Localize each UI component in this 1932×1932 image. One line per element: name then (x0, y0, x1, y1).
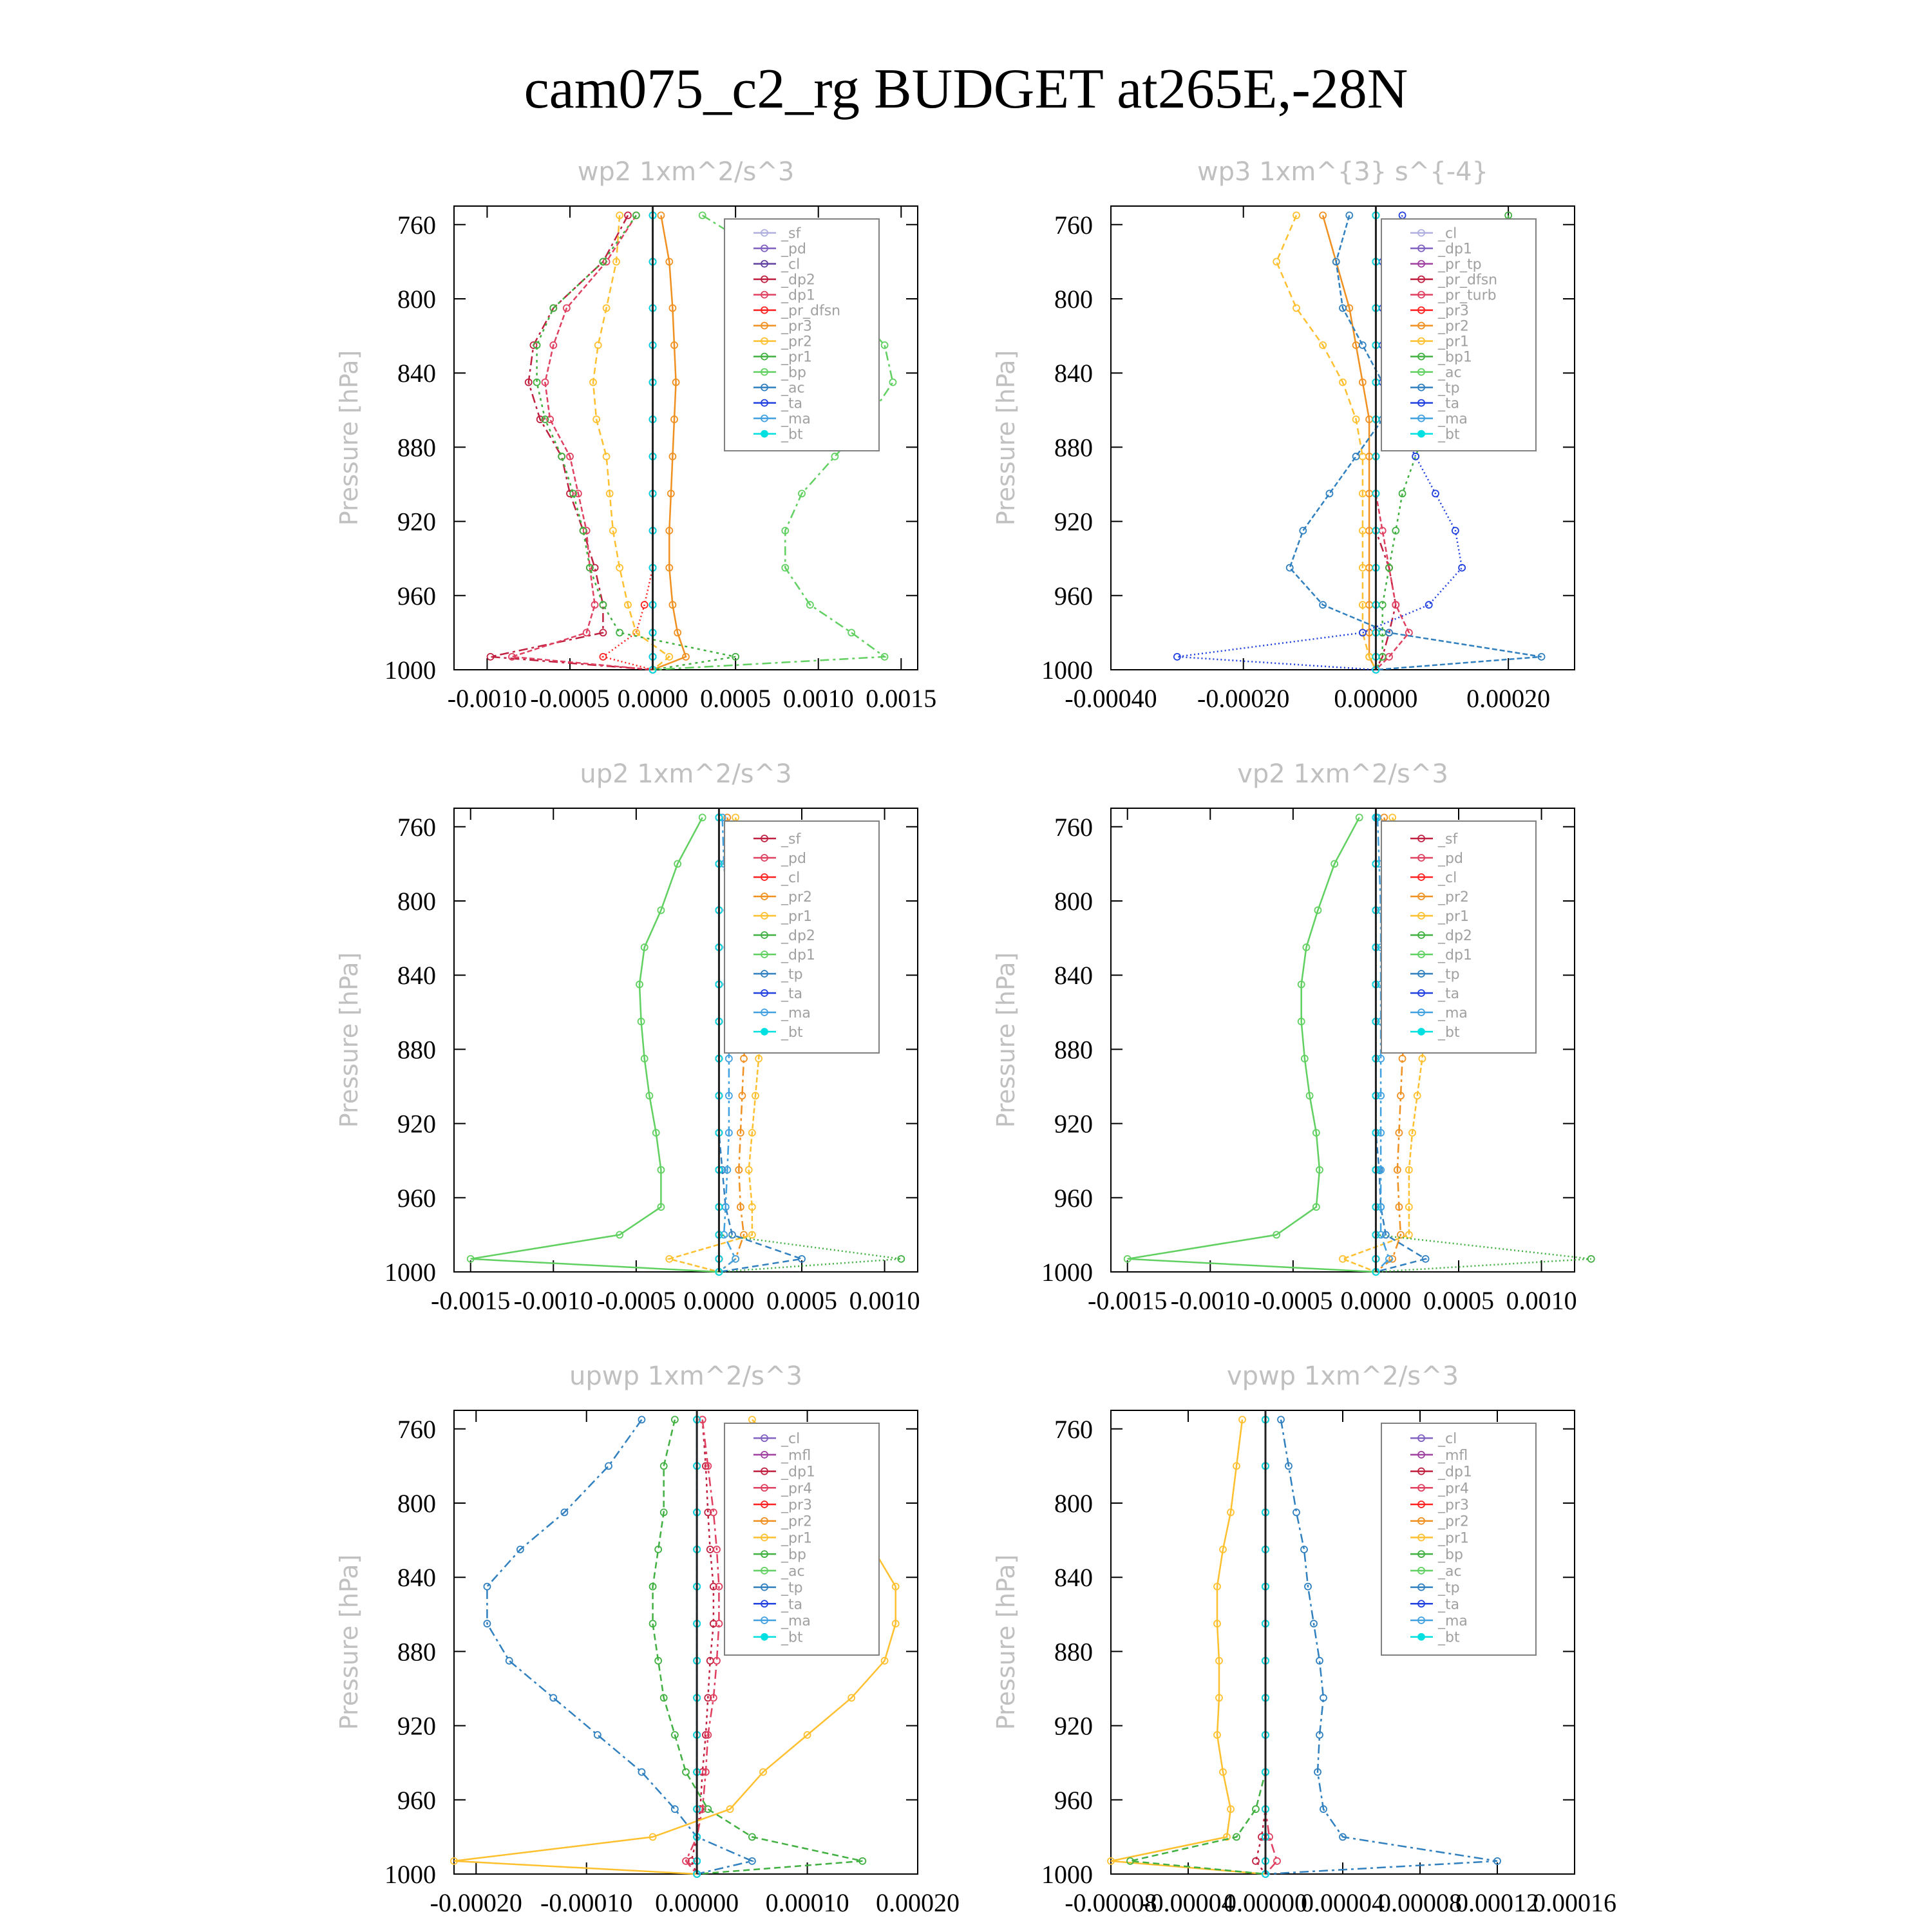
x-tick-label: -0.00008 (1065, 1888, 1157, 1917)
legend-label: _sf (781, 831, 801, 848)
x-tick-label: -0.0005 (530, 684, 610, 713)
panel-title: up2 1xm^2/s^3 (580, 759, 792, 789)
x-tick-label: 0.00010 (765, 1888, 849, 1917)
legend-label: _bp (1438, 1547, 1463, 1564)
x-tick-label: -0.00010 (540, 1888, 633, 1917)
data-point (1359, 342, 1366, 348)
y-tick-label: 880 (1054, 433, 1093, 462)
data-point (889, 379, 896, 386)
legend-label: _bt (781, 1629, 803, 1646)
legend-label: _pr2 (1438, 318, 1470, 335)
data-point (1356, 814, 1363, 820)
data-point (1274, 1858, 1280, 1864)
legend-marker (761, 431, 768, 437)
legend-label: _cl (781, 1431, 800, 1448)
x-tick-label: 0.00004 (1301, 1888, 1385, 1917)
y-tick-label: 840 (397, 1563, 436, 1593)
data-point (1326, 490, 1332, 497)
y-tick-label: 760 (397, 210, 436, 240)
series-line-pr1 (537, 215, 736, 670)
legend-label: _pr3 (781, 1497, 813, 1513)
legend-label: _ac (781, 1563, 805, 1580)
series-line-dp1 (471, 817, 719, 1272)
data-point (484, 1584, 490, 1590)
legend-marker (761, 1634, 768, 1640)
x-tick-label: 0.0015 (866, 684, 937, 713)
data-point (638, 1416, 645, 1423)
legend (1381, 821, 1536, 1053)
data-point (1293, 305, 1300, 311)
x-tick-label: 0.00000 (655, 1888, 739, 1917)
data-point (848, 629, 855, 636)
legend-label: _pr1 (1438, 1530, 1470, 1547)
y-axis-label: Pressure [hPa] (335, 350, 363, 526)
data-point (1273, 258, 1280, 265)
legend-label: _ta (1438, 1596, 1460, 1613)
y-tick-label: 1000 (1041, 1258, 1093, 1287)
legend-label: _pr2 (781, 889, 813, 905)
legend (724, 1423, 879, 1655)
legend-label: _pr4 (781, 1481, 813, 1497)
x-tick-label: 0.0000 (683, 1286, 755, 1315)
x-tick-label: 0.0005 (766, 1286, 837, 1315)
panel-title: vp2 1xm^2/s^3 (1237, 759, 1448, 789)
data-point (1253, 1806, 1259, 1812)
legend-label: _bt (1438, 1025, 1460, 1041)
legend-label: _pr3 (1438, 1497, 1470, 1513)
chart-panel-1 (335, 157, 936, 713)
x-tick-label: -0.00040 (1065, 684, 1157, 713)
x-tick-label: 0.0000 (1340, 1286, 1412, 1315)
legend-label: _mfl (781, 1447, 811, 1464)
y-tick-label: 1000 (384, 656, 436, 685)
page-title: cam075_c2_rg BUDGET at265E,-28N (524, 58, 1408, 120)
legend-label: _pr1 (781, 909, 813, 925)
legend-label: _tp (781, 1580, 803, 1596)
legend-label: _dp1 (781, 1464, 815, 1481)
chart-panel-3 (335, 759, 920, 1315)
legend-label: _tp (1438, 967, 1460, 983)
legend-marker (1418, 1634, 1425, 1640)
series-line-tp (487, 1419, 752, 1874)
legend-label: _ac (1438, 1563, 1462, 1580)
y-tick-label: 800 (1054, 285, 1093, 314)
y-tick-label: 760 (397, 1414, 436, 1444)
x-tick-label: 0.00020 (1466, 684, 1551, 713)
legend-label: _ta (781, 395, 803, 412)
y-tick-label: 920 (397, 1711, 436, 1741)
x-tick-label: -0.0010 (447, 684, 527, 713)
y-axis-label: Pressure [hPa] (992, 350, 1020, 526)
legend-label: _dp2 (781, 928, 815, 944)
y-tick-label: 1000 (384, 1860, 436, 1889)
y-tick-label: 840 (1054, 961, 1093, 990)
legend-label: _cl (781, 256, 800, 273)
x-tick-label: -0.0015 (431, 1286, 511, 1315)
legend-label: _dp1 (1438, 241, 1472, 258)
legend-label: _bt (781, 426, 803, 443)
x-tick-label: 0.00008 (1378, 1888, 1462, 1917)
y-tick-label: 960 (1054, 1785, 1093, 1815)
legend-label: _pr2 (1438, 1513, 1470, 1530)
legend-label: _mfl (1438, 1447, 1468, 1464)
legend-marker (761, 1028, 768, 1035)
legend-label: _bp1 (1438, 349, 1472, 366)
y-tick-label: 880 (1054, 1035, 1093, 1065)
series-line-pr3 (653, 215, 686, 670)
data-point (506, 1658, 513, 1664)
data-point (638, 1769, 645, 1776)
legend-label: _sf (781, 225, 801, 242)
legend-label: _pr_tp (1438, 256, 1482, 273)
x-tick-label: 0.00000 (1224, 1888, 1307, 1917)
legend-label: _cl (781, 870, 800, 886)
y-tick-label: 1000 (1041, 1860, 1093, 1889)
legend-label: _ta (781, 1596, 803, 1613)
y-tick-label: 1000 (1041, 656, 1093, 685)
data-point (699, 814, 706, 820)
legend-label: _ma (781, 411, 811, 428)
legend-label: _pd (1438, 851, 1463, 867)
legend-label: _tp (1438, 380, 1460, 397)
legend-label: _cl (1438, 225, 1457, 242)
legend-label: _bp (781, 365, 806, 381)
y-tick-label: 920 (1054, 1109, 1093, 1139)
data-point (1353, 453, 1359, 460)
x-tick-label: 0.0005 (1423, 1286, 1494, 1315)
x-tick-label: -0.0005 (596, 1286, 676, 1315)
legend-label: _ta (781, 986, 803, 1002)
y-tick-label: 840 (1054, 1563, 1093, 1593)
x-tick-label: 0.0010 (782, 684, 854, 713)
series-line-dp1 (512, 215, 653, 670)
y-tick-label: 920 (397, 1109, 436, 1139)
x-tick-label: -0.0010 (513, 1286, 593, 1315)
chart-panel-4 (992, 759, 1595, 1315)
legend-label: _cl (1438, 870, 1457, 886)
panel-title: wp2 1xm^2/s^3 (577, 157, 795, 187)
data-point (605, 1463, 612, 1469)
legend-label: _pr1 (1438, 909, 1470, 925)
legend-label: _ma (781, 1613, 811, 1629)
legend-label: _ma (1438, 1613, 1468, 1629)
chart-panel-5 (335, 1361, 960, 1917)
y-tick-label: 960 (1054, 1183, 1093, 1213)
legend-label: _ac (781, 380, 805, 397)
y-tick-label: 880 (397, 433, 436, 462)
legend-label: _ac (1438, 365, 1462, 381)
y-tick-label: 960 (397, 1183, 436, 1213)
legend-label: _pr3 (781, 318, 813, 335)
legend-label: _dp1 (781, 287, 815, 304)
legend-label: _pr2 (781, 1513, 813, 1530)
legend-label: _ma (1438, 1005, 1468, 1021)
legend-label: _tp (1438, 1580, 1460, 1596)
y-tick-label: 800 (1054, 887, 1093, 916)
legend-label: _ta (1438, 986, 1460, 1002)
data-point (1426, 601, 1432, 608)
data-point (550, 1694, 556, 1701)
y-axis-label: Pressure [hPa] (992, 952, 1020, 1128)
y-axis-label: Pressure [hPa] (992, 1554, 1020, 1730)
x-tick-label: -0.0005 (1253, 1286, 1333, 1315)
chart-panel-6 (992, 1361, 1616, 1917)
x-tick-label: 0.0005 (700, 684, 772, 713)
series-line-pr1 (1111, 1419, 1265, 1874)
y-tick-label: 880 (397, 1637, 436, 1667)
y-tick-label: 800 (397, 285, 436, 314)
legend (1381, 1423, 1536, 1655)
legend-label: _ma (1438, 411, 1468, 428)
y-tick-label: 920 (397, 507, 436, 536)
data-point (672, 1806, 678, 1812)
legend-label: _bt (781, 1025, 803, 1041)
x-tick-label: 0.0000 (617, 684, 688, 713)
y-tick-label: 800 (1054, 1489, 1093, 1518)
x-tick-label: -0.00020 (1197, 684, 1290, 713)
legend-label: _pr3 (1438, 303, 1470, 319)
y-tick-label: 760 (1054, 812, 1093, 842)
y-tick-label: 960 (397, 581, 436, 611)
x-tick-label: 0.00016 (1533, 1888, 1616, 1917)
legend-label: _dp2 (1438, 928, 1472, 944)
y-tick-label: 840 (1054, 359, 1093, 388)
legend-label: _dp1 (781, 947, 815, 963)
series-line-bp (1130, 1419, 1265, 1874)
data-point (749, 1416, 755, 1423)
x-tick-label: -0.0010 (1170, 1286, 1250, 1315)
chart-panel-2 (992, 157, 1575, 713)
legend-marker (1418, 1028, 1425, 1035)
y-tick-label: 960 (397, 1785, 436, 1815)
legend-label: _pr2 (1438, 889, 1470, 905)
x-tick-label: -0.0015 (1088, 1286, 1168, 1315)
y-tick-label: 760 (1054, 1414, 1093, 1444)
series-line-dp1 (1128, 817, 1376, 1272)
y-axis-label: Pressure [hPa] (335, 1554, 363, 1730)
legend-label: _bt (1438, 1629, 1460, 1646)
legend-label: _dp2 (781, 272, 815, 289)
legend-label: _pd (781, 241, 806, 258)
legend-label: _pd (781, 851, 806, 867)
y-tick-label: 840 (397, 961, 436, 990)
panel-title: vpwp 1xm^2/s^3 (1226, 1361, 1459, 1391)
legend-label: _bt (1438, 426, 1460, 443)
x-tick-label: 0.0010 (849, 1286, 920, 1315)
y-tick-label: 880 (1054, 1637, 1093, 1667)
legend (724, 821, 879, 1053)
legend-label: _sf (1438, 831, 1458, 848)
legend-label: _dp1 (1438, 947, 1472, 963)
y-tick-label: 800 (397, 887, 436, 916)
data-point (1300, 527, 1306, 534)
y-tick-label: 960 (1054, 581, 1093, 611)
legend-label: _pr1 (1438, 334, 1470, 350)
legend-marker (1418, 431, 1425, 437)
legend-label: _pr1 (781, 1530, 813, 1547)
x-tick-label: 0.0010 (1506, 1286, 1577, 1315)
legend-label: _pr_dfsn (1438, 272, 1498, 289)
panel-title: wp3 1xm^{3} s^{-4} (1197, 157, 1489, 187)
legend-label: _pr2 (781, 334, 813, 350)
legend (1381, 219, 1536, 451)
legend-label: _bp (781, 1547, 806, 1564)
legend-label: _tp (781, 967, 803, 983)
y-axis-label: Pressure [hPa] (335, 952, 363, 1128)
legend-label: _pr_turb (1438, 287, 1497, 304)
y-tick-label: 880 (397, 1035, 436, 1065)
data-point (831, 453, 838, 460)
legend-label: _pr4 (1438, 1481, 1470, 1497)
y-tick-label: 760 (1054, 210, 1093, 240)
y-tick-label: 760 (397, 812, 436, 842)
y-tick-label: 920 (1054, 507, 1093, 536)
x-tick-label: 0.00000 (1334, 684, 1418, 713)
legend (724, 219, 879, 451)
legend-label: _pr1 (781, 349, 813, 366)
x-tick-label: 0.00012 (1455, 1888, 1539, 1917)
x-tick-label: -0.00004 (1142, 1888, 1235, 1917)
y-tick-label: 800 (397, 1489, 436, 1518)
legend-label: _dp1 (1438, 1464, 1472, 1481)
legend-label: _ta (1438, 395, 1460, 412)
legend-label: _pr_dfsn (781, 303, 841, 319)
legend-label: _cl (1438, 1431, 1457, 1448)
x-tick-label: -0.00020 (430, 1888, 522, 1917)
y-tick-label: 920 (1054, 1711, 1093, 1741)
y-tick-label: 1000 (384, 1258, 436, 1287)
panel-title: upwp 1xm^2/s^3 (569, 1361, 802, 1391)
x-tick-label: 0.00020 (876, 1888, 960, 1917)
y-tick-label: 840 (397, 359, 436, 388)
legend-label: _ma (781, 1005, 811, 1021)
data-point (594, 1732, 601, 1738)
